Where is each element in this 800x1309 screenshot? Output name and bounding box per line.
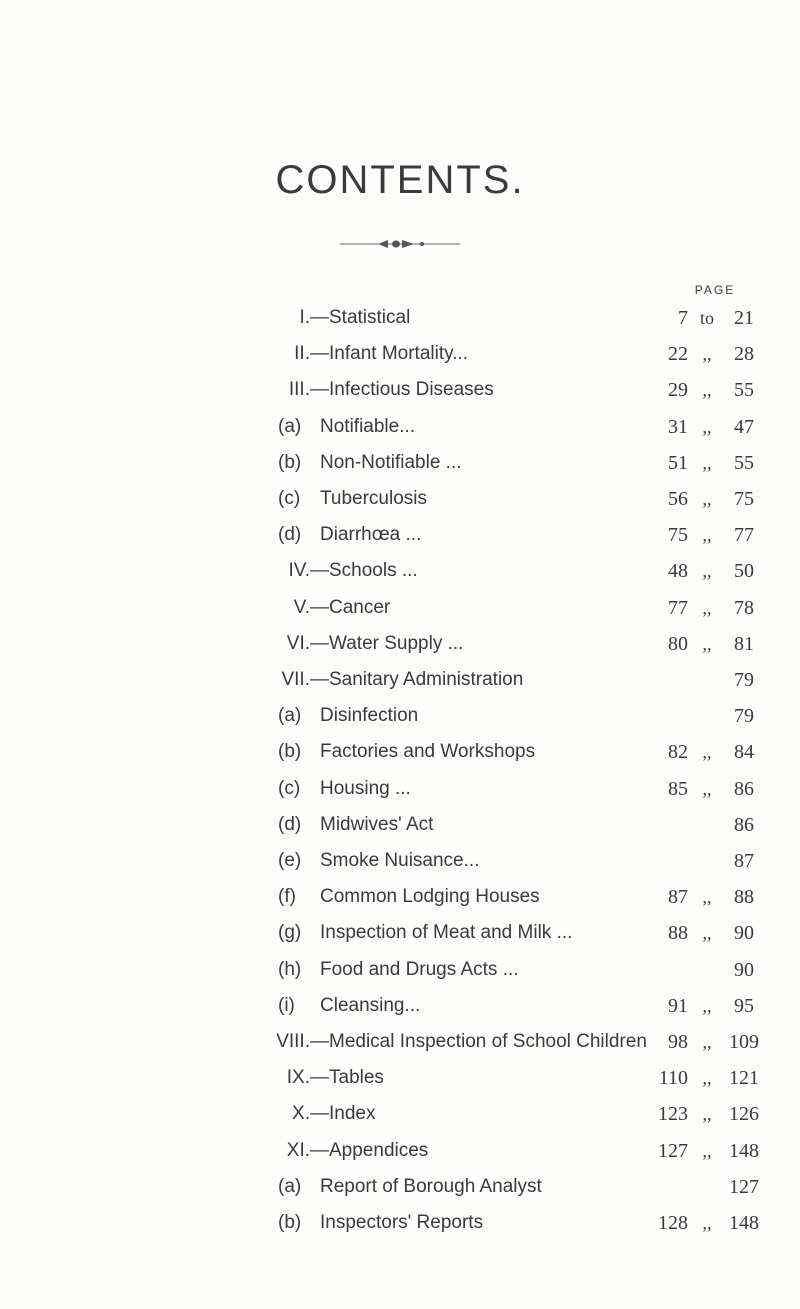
page-from: 123 [658,1103,688,1126]
entry-label [278,807,433,843]
entry-number: I. [299,307,310,328]
page-to: 148 [729,1139,759,1162]
entry-label [278,698,418,734]
page-from: 87 [668,886,688,909]
page-to: 55 [734,451,754,474]
entry-number: (c) [278,777,301,799]
page-from: 110 [658,1067,688,1090]
page-to: 87 [734,850,754,872]
entry-title: Midwives' Act [320,813,434,835]
page-to: 84 [734,741,754,764]
page-to: 127 [729,1175,759,1198]
page-to: 86 [734,777,754,800]
entry-number: (a) [278,705,302,727]
page-from: 82 [668,741,688,764]
entry-number: VII. [281,669,310,690]
entry-title: Smoke Nuisance... [320,850,480,871]
entry-label [278,771,411,807]
page-range-separator: ,, [702,452,712,473]
page-range-separator: ,, [702,1213,712,1233]
page-to: 55 [734,379,754,402]
contents-entry [0,843,800,879]
page-to: 109 [729,1031,759,1053]
entry-title: —Index [310,1103,376,1125]
entry-title: —Tables [310,1067,384,1089]
entry-label [278,988,420,1024]
entry-title: —Water Supply ... [310,632,464,654]
page-from: 77 [668,596,688,619]
page-to: 90 [734,958,754,981]
entry-number: VI. [286,632,310,654]
page-from: 128 [658,1212,688,1234]
entry-number: (b) [278,741,302,763]
entry-number: (b) [278,451,302,473]
entry-title: —Appendices [310,1139,429,1161]
entry-title: Report of Borough Analyst [320,1175,542,1197]
entry-title: —Medical Inspection of School Children [310,1031,647,1052]
contents-entry [0,1024,800,1060]
page-to: 21 [734,307,754,329]
page-to: 50 [734,560,754,583]
entry-title: Cleansing... [320,994,421,1016]
entry-number: V. [293,596,310,618]
page-from: 48 [668,560,688,583]
page-range-separator: ,, [702,344,712,365]
page-range-separator: to [699,308,714,328]
entry-number: X. [292,1103,310,1125]
entry-number: (i) [278,994,295,1016]
contents-entry [0,336,800,372]
entry-number: (d) [278,524,302,546]
page-range-separator: ,, [702,380,712,401]
contents-entry [0,734,800,770]
contents-entry [0,952,800,988]
contents-entry [0,1169,800,1205]
contents-entry [0,481,800,517]
entry-title: Disinfection [320,705,419,727]
page-from: 85 [668,777,688,800]
page-from: 31 [668,415,688,438]
contents-entry [0,517,800,553]
contents-entry [0,590,800,626]
contents-entry [0,915,800,951]
page-range-separator: ,, [702,887,712,908]
entry-number: (h) [278,958,302,980]
entry-label [278,409,415,445]
entry-title: —Schools ... [310,560,418,582]
entry-title: Housing ... [320,777,411,799]
contents-entry [0,879,800,915]
page-column-label: PAGE [694,283,736,297]
contents-entry [0,1205,800,1241]
entry-title: Factories and Workshops [320,741,536,763]
page-from: 127 [658,1139,688,1162]
page-from: 88 [668,922,688,945]
page-from: 98 [668,1031,688,1053]
page-to: 47 [734,415,754,438]
page-to: 81 [734,632,754,655]
entry-title: —Cancer [310,596,391,618]
entry-title: Notifiable... [320,415,416,437]
ornament-divider-icon [340,238,460,250]
page-to: 28 [734,343,754,366]
entry-number: (e) [278,850,302,871]
page-range-separator: ,, [702,1032,712,1052]
page-to: 79 [734,705,754,728]
contents-entry [0,300,800,336]
entry-number: (a) [278,415,302,437]
page-range-separator: ,, [702,1104,712,1125]
contents-entry [0,771,800,807]
entry-label [278,734,535,770]
page-to: 75 [734,488,754,510]
page-from: 80 [668,632,688,655]
page-range-separator: ,, [702,1068,712,1089]
page-from: 56 [668,488,688,510]
entry-number: VIII. [276,1031,310,1052]
entry-label [278,915,572,951]
entry-title: —Sanitary Administration [310,669,524,690]
entry-number: IX. [286,1067,310,1089]
entry-label [278,481,427,517]
page-to: 95 [734,994,754,1017]
page-from: 51 [668,451,688,474]
page-to: 88 [734,886,754,909]
page-from: 22 [668,343,688,366]
contents-entry [0,807,800,843]
entry-title: Diarrhœa ... [320,524,422,546]
contents-entry [0,1096,800,1132]
page-range-separator: ,, [702,1140,712,1161]
contents-entry [0,445,800,481]
entry-label [278,445,462,481]
page-range-separator: ,, [702,561,712,582]
entry-number: (c) [278,488,301,509]
entry-number: XI. [286,1139,310,1161]
entry-title: Food and Drugs Acts ... [320,958,519,980]
page-range-separator: ,, [702,778,712,799]
entry-label [278,843,479,879]
contents-entry [0,1060,800,1096]
contents-entry [0,626,800,662]
entry-label [278,1205,483,1241]
entry-number: II. [294,343,310,365]
contents-entry [0,988,800,1024]
entry-title: —Statistical [310,307,411,328]
page-to: 79 [734,669,754,691]
entry-label [278,952,519,988]
page-range-separator: ,, [702,597,712,618]
entry-number: (a) [278,1175,302,1197]
entry-label [278,879,540,915]
entry-title: —Infectious Diseases [310,379,494,401]
entry-title: Tuberculosis [320,488,428,509]
entry-title: —Infant Mortality... [310,343,469,365]
page-to: 148 [729,1212,759,1234]
page-range-separator: ,, [702,525,712,546]
page-from: 75 [668,524,688,547]
entry-number: (g) [278,922,302,944]
contents-entry [0,698,800,734]
entry-number: (d) [278,813,302,835]
page-range-separator: ,, [702,923,712,944]
entry-label [278,1169,542,1205]
entry-title: Common Lodging Houses [320,886,540,908]
contents-entry [0,662,800,698]
page-to: 126 [729,1103,759,1126]
contents-entry [0,372,800,408]
page-range-separator: ,, [702,489,712,509]
page-title: CONTENTS. [275,158,525,202]
contents-entry [0,1133,800,1169]
entry-number: (b) [278,1212,302,1233]
entry-number: IV. [288,560,310,582]
page-from: 7 [678,307,688,329]
page-range-separator: ,, [702,633,712,654]
page-range-separator: ,, [702,742,712,763]
page-range-separator: ,, [702,995,712,1016]
entry-number: (f) [278,886,296,908]
contents-entry [0,553,800,589]
page-from: 91 [668,994,688,1017]
entry-number: III. [288,379,310,401]
entry-title: Non-Notifiable ... [320,451,462,473]
page-to: 78 [734,596,754,619]
page-to: 77 [734,524,754,547]
contents-entry [0,409,800,445]
entry-title: Inspectors' Reports [320,1212,484,1233]
page-from: 29 [668,379,688,402]
page-to: 86 [734,813,754,836]
page-range-separator: ,, [702,416,712,437]
entry-label [278,517,421,553]
page-to: 121 [729,1067,759,1090]
page-to: 90 [734,922,754,945]
entry-title: Inspection of Meat and Milk ... [320,922,573,944]
